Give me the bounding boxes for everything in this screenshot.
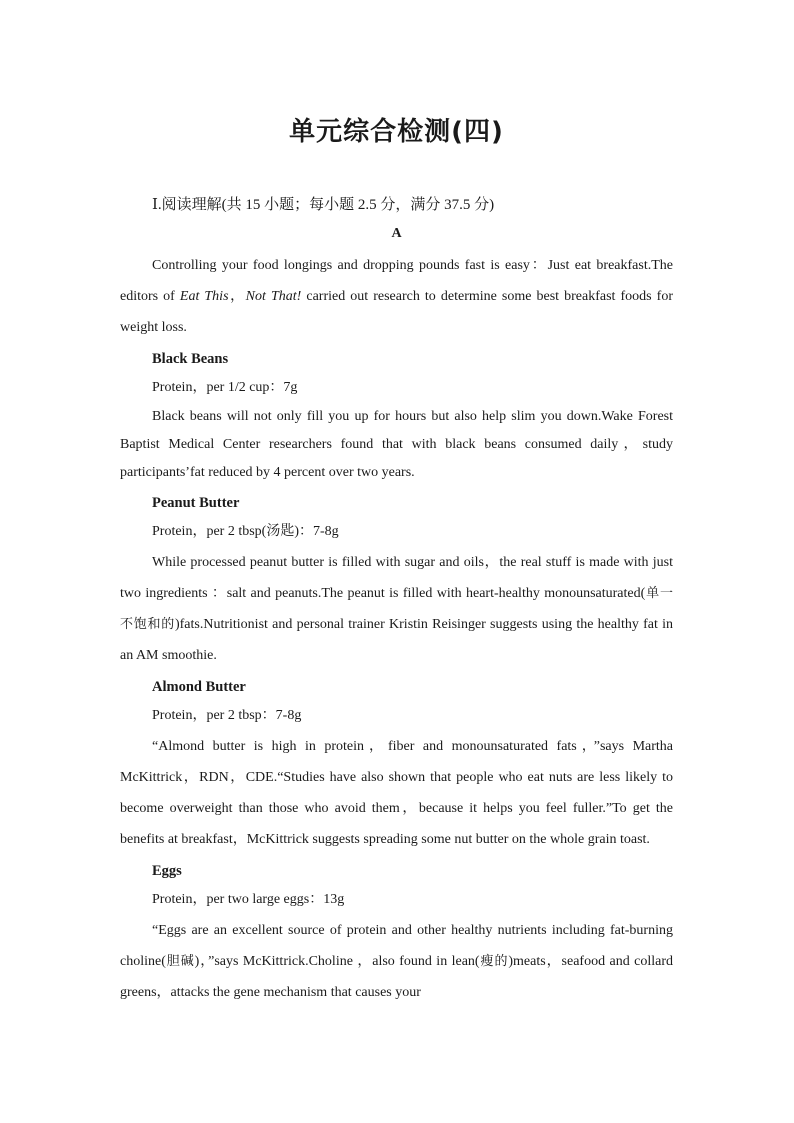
intro-text-1: Controlling your food longings and dropping pounds fast is easy：Just eat breakfast.The editors of: [120, 258, 673, 304]
paragraph-almond-butter: “Almond butter is high in protein，fiber and monounsaturated fats，”says Martha McKittrick，RDN，CDE.“Studies have also shown that people who eat nuts are less likely to become overweight than those who avoid them，because it helps you feel fuller.”To get the benefits at breakfast，McKittrick suggests spreading some nut butter on the whole grain toast.: [120, 739, 673, 847]
protein-eggs: Protein，per two large eggs：13g: [152, 892, 345, 907]
heading-peanut-butter: Peanut Butter: [152, 495, 240, 511]
intro-text-2: carried out research to determine some best breakfast foods for weight loss.: [120, 289, 673, 335]
peanut-text-1: While processed peanut butter is filled with sugar and oils，the real stuff is made with just two ingredients ：salt and peanuts.The peanut is filled with heart-healthy monounsaturated(: [120, 555, 673, 601]
paragraph-peanut-butter: [120, 547, 673, 671]
protein-almond-butter: Protein，per 2 tbsp：7-8g: [152, 708, 302, 723]
eggs-text-3: )meats，seafood and collard greens，attacks the gene mechanism that causes your: [120, 954, 673, 1000]
paragraph-eggs: [120, 915, 673, 1008]
heading-almond-butter: Almond Butter: [152, 679, 246, 695]
document-page: [120, 110, 673, 1008]
book-title-a: Eat This: [179, 289, 229, 304]
intro-sep: ，: [228, 289, 246, 304]
eggs-text-1: “Eggs are an excellent source of protein and other healthy nutrients including fat-burning choline(: [120, 923, 673, 969]
heading-black-beans: Black Beans: [152, 351, 229, 367]
eggs-text-2: )，”says McKittrick.Choline ，also found in lean(: [194, 954, 480, 969]
protein-peanut-butter: Protein，per 2 tbsp(汤匙)：7-8g: [152, 524, 339, 539]
protein-black-beans: Protein，per 1/2 cup：7g: [152, 380, 298, 395]
paragraph-black-beans: Black beans will not only fill you up for hours but also help slim you down.Wake Forest Baptist Medical Center researchers found that with black beans consumed daily，study participants’fat reduced by 4 percent over two years.: [120, 409, 673, 480]
page-title: 单元综合检测(四): [289, 117, 504, 147]
passage-label: A: [391, 226, 402, 241]
gloss-monounsaturated: 单一不饱和的: [120, 586, 673, 632]
intro-paragraph: [120, 250, 673, 343]
gloss-lean: 瘦的: [479, 954, 509, 969]
section-heading: Ⅰ.阅读理解(共 15 小题；每小题 2.5 分，满分 37.5 分): [152, 197, 495, 213]
heading-eggs: Eggs: [152, 863, 182, 879]
gloss-choline: 胆碱: [165, 954, 195, 969]
peanut-text-2: )fats.Nutritionist and personal trainer Kristin Reisinger suggests using the healthy fat in an AM smoothie.: [120, 617, 673, 663]
book-title-b: Not That!: [245, 289, 302, 304]
